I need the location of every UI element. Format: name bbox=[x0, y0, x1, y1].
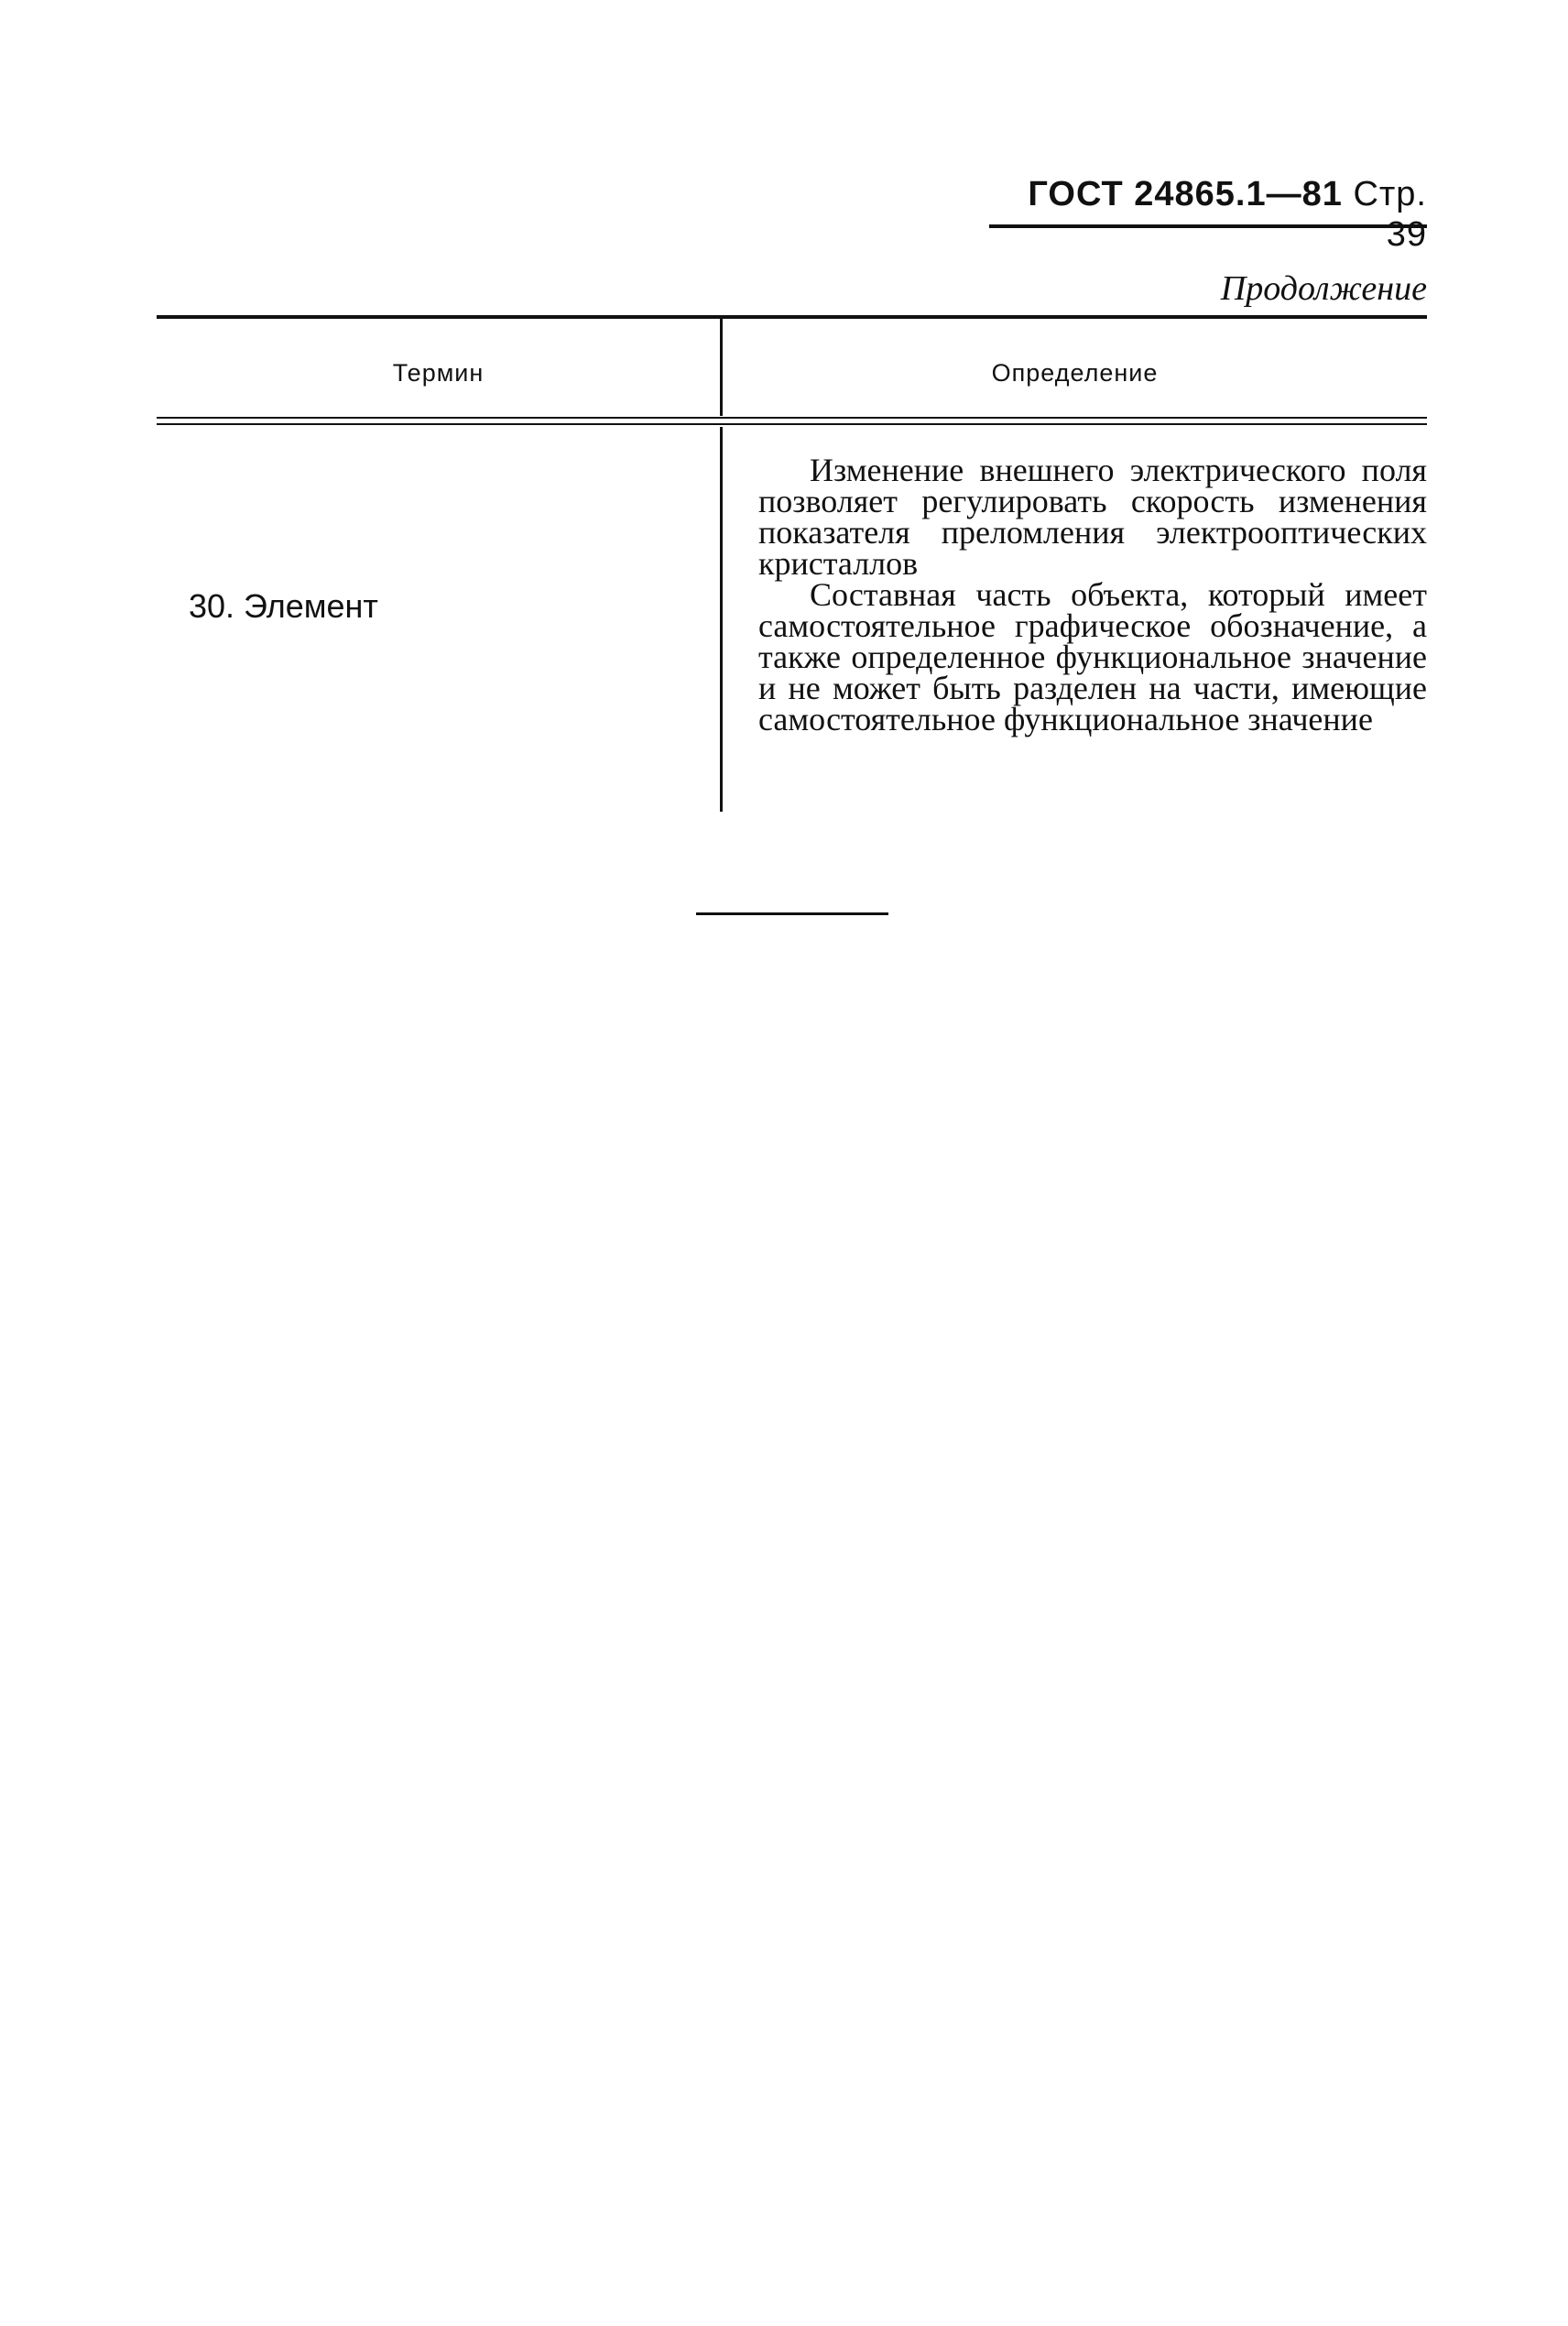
continuation-label: Продолжение bbox=[1220, 269, 1427, 308]
term-30: 30. Элемент bbox=[189, 587, 378, 625]
standard-number: ГОСТ 24865.1—81 bbox=[1028, 175, 1343, 213]
column-header-term: Термин bbox=[392, 359, 485, 387]
definition-column bbox=[758, 454, 1427, 735]
header-rule bbox=[989, 224, 1427, 228]
table-top-rule bbox=[157, 315, 1427, 319]
column-header-definition: Определение bbox=[991, 359, 1159, 387]
table-header-double-rule bbox=[157, 417, 1427, 425]
end-of-table-rule bbox=[696, 912, 888, 915]
continued-definition: Изменение внешнего электрического поля позволяет регулировать скорость изменения показателя преломления электрооптических кристаллов bbox=[758, 452, 1427, 582]
column-divider-body bbox=[720, 427, 723, 812]
page-number: Стр. 39 bbox=[1353, 175, 1427, 254]
definition-30: Составная часть объекта, который имеет самостоятельное графическое обозначение, а также определенное функциональное значение и не может быть разделен на части, имеющие самостоятельное функциональное значение bbox=[758, 576, 1427, 737]
page-header bbox=[989, 174, 1427, 255]
